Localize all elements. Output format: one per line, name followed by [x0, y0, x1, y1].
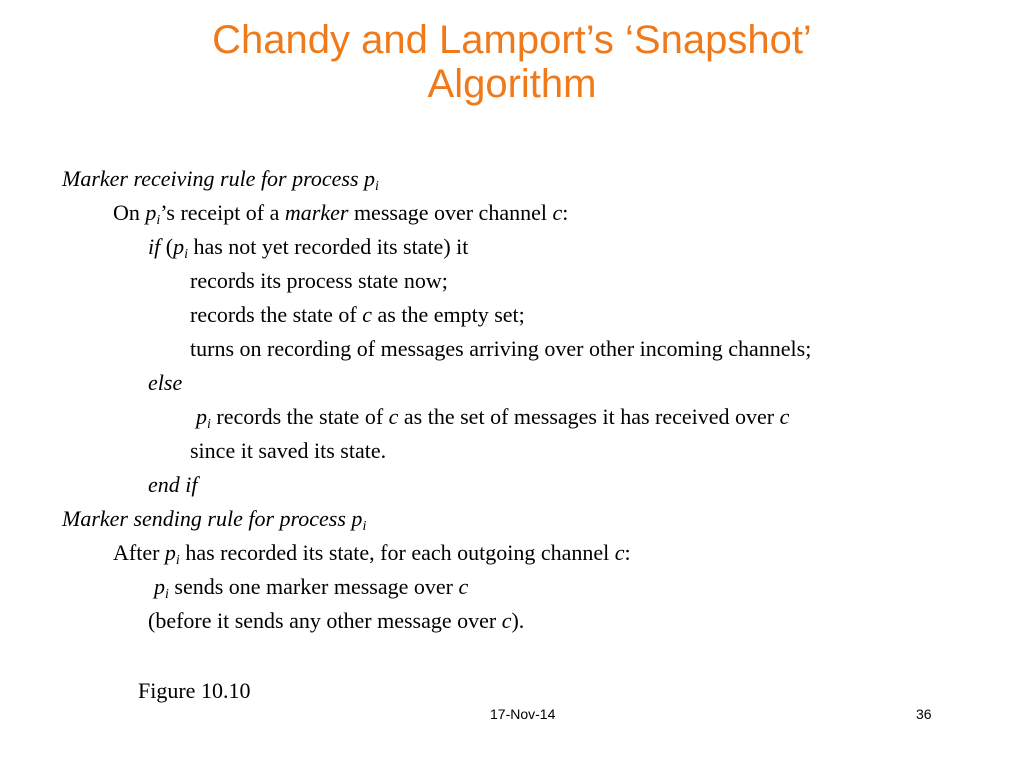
since-saved-line: since it saved its state. — [190, 438, 387, 463]
figure-caption: Figure 10.10 — [138, 678, 251, 703]
sending-rule-heading: Marker sending rule for process $p_i$ — [62, 506, 367, 534]
record-channel-empty-line: records the state of c as the empty set; — [190, 302, 525, 327]
title-line-1: Chandy and Lamport’s ‘Snapshot’ — [212, 18, 812, 62]
else-record-line: $p_i$ records the state of c as the set of messages it has received over c — [196, 404, 790, 432]
title-line-2: Algorithm — [427, 62, 597, 106]
else-line: else — [148, 370, 183, 395]
footer-date: 17-Nov-14 — [490, 706, 556, 722]
after-recorded-line: After $p_i$ has recorded its state, for each outgoing channel c: — [113, 540, 631, 568]
if-line: if ($p_i$ has not yet recorded its state) it — [148, 234, 469, 262]
end-if-line: end if — [148, 472, 198, 497]
receiving-rule-heading: Marker receiving rule for process $p_i$ — [62, 166, 379, 194]
turn-on-recording-line: turns on recording of messages arriving over other incoming channels; — [190, 336, 812, 361]
on-receipt-line: On $p_i’s$ receipt of a marker message over channel c: — [113, 200, 569, 228]
send-marker-line: $p_i$ sends one marker message over c — [154, 574, 469, 602]
before-send-line: (before it sends any other message over c). — [148, 608, 525, 633]
record-state-line: records its process state now; — [190, 268, 448, 293]
slide-number: 36 — [916, 706, 932, 722]
